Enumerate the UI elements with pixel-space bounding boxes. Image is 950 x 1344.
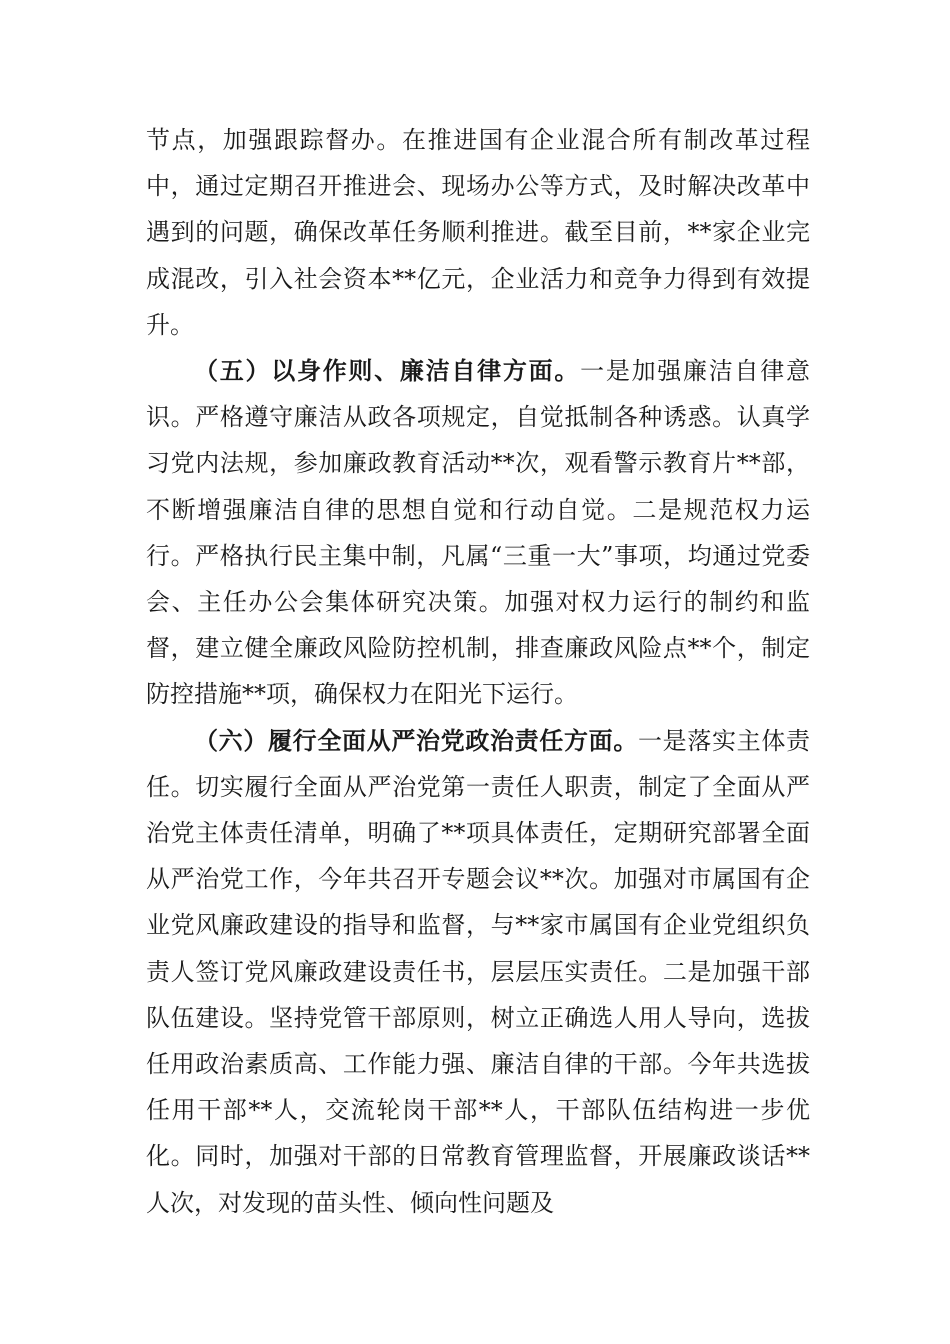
paragraph-body: 一是加强廉洁自律意识。严格遵守廉洁从政各项规定，自觉抵制各种诱惑。认真学习党内法规，参加廉政教育活动**次，观看警示教育片**部，不断增强廉洁自律的思想自觉和行动自觉。二是规范权力运行。严格执行民主集中制，凡属“三重一大”事项，均通过党委会、主任办公会集体研究决策。加强对权力运行的制约和监督，建立健全廉政风险防控机制，排查廉政风险点**个，制定防控措施**项，确保权力在阳光下运行。 [146,357,811,709]
section-heading-6: （六）履行全面从严治党政治责任方面。 [194,725,638,755]
paragraph-section-6 [146,718,810,1226]
document-page [146,117,810,1226]
paragraph-section-5 [146,348,810,718]
paragraph-body: 一是落实主体责任。切实履行全面从严治党第一责任人职责，制定了全面从严治党主体责任清单，明确了**项具体责任，定期研究部署全面从严治党工作，今年共召开专题会议**次。加强对市属国有企业党风廉政建设的指导和监督，与**家市属国有企业党组织负责人签订党风廉政建设责任书，层层压实责任。二是加强干部队伍建设。坚持党管干部原则，树立正确选人用人导向，选拔任用政治素质高、工作能力强、廉洁自律的干部。今年共选拔任用干部**人，交流轮岗干部**人，干部队伍结构进一步优化。同时，加强对干部的日常教育管理监督，开展廉政谈话**人次，对发现的苗头性、倾向性问题及 [146,726,810,1217]
paragraph-body: 节点，加强跟踪督办。在推进国有企业混合所有制改革过程中，通过定期召开推进会、现场办公等方式，及时解决改革中遇到的问题，确保改革任务顺利推进。截至目前，**家企业完成混改，引入社会资本**亿元，企业活力和竞争力得到有效提升。 [146,126,810,339]
section-heading-5: （五）以身作则、廉洁自律方面。 [194,356,581,386]
paragraph-continuation [146,117,810,348]
